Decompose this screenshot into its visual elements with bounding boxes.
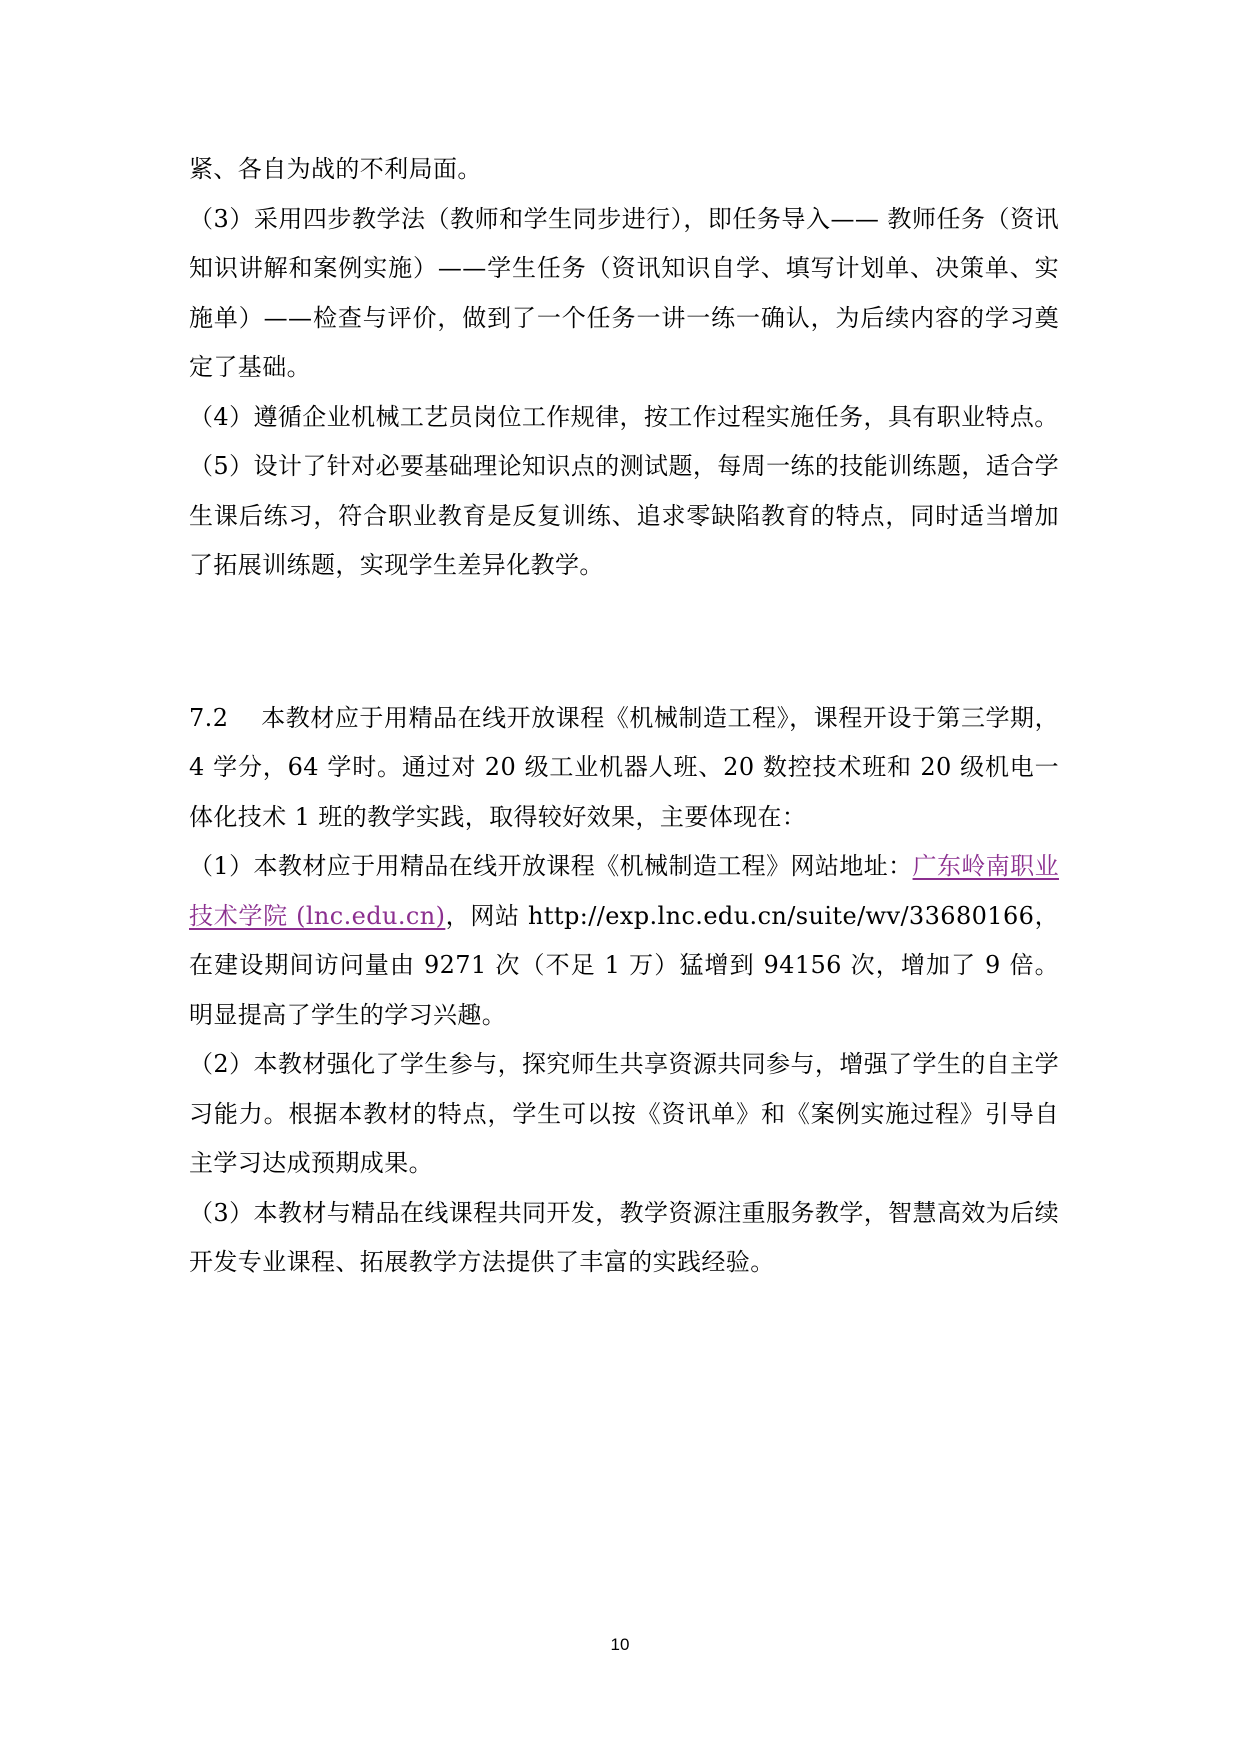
result-item-1-text-after: ，网站 http://exp.lnc.edu.cn/suite/wv/33680166，在建设期间访问量由 9271 次（不足 1 万）猛增到 94156 次，增加了 9 倍。明显提高了学生的学习兴趣。 [189, 901, 1059, 1029]
section-gap [189, 591, 1059, 694]
result-item-1 [189, 842, 1059, 1040]
section-7-2-intro: 7.2 本教材应于用精品在线开放课程《机械制造工程》，课程开设于第三学期，4 学分，64 学时。通过对 20 级工业机器人班、20 数控技术班和 20 级机电一体化技术 1 班的教学实践，取得较好效果，主要体现在： [189, 703, 1059, 831]
document-body [189, 145, 1059, 1288]
college-website-link[interactable]: 广东岭南职业技术学院 (lnc.edu.cn) [189, 852, 1059, 930]
paragraph-item-4: （4）遵循企业机械工艺员岗位工作规律，按工作过程实施任务，具有职业特点。 [189, 402, 1059, 431]
result-item-1-text-before: （1）本教材应于用精品在线开放课程《机械制造工程》网站地址： [189, 852, 913, 880]
page-number: 10 [610, 1635, 630, 1654]
result-item-3: （3）本教材与精品在线课程共同开发，教学资源注重服务教学，智慧高效为后续开发专业课程、拓展教学方法提供了丰富的实践经验。 [189, 1198, 1059, 1276]
result-item-2: （2）本教材强化了学生参与，探究师生共享资源共同参与，增强了学生的自主学习能力。根据本教材的特点，学生可以按《资讯单》和《案例实施过程》引导自主学习达成预期成果。 [189, 1050, 1059, 1177]
paragraph-item-5: （5）设计了针对必要基础理论知识点的测试题，每周一练的技能训练题，适合学生课后练习，符合职业教育是反复训练、追求零缺陷教育的特点，同时适当增加了拓展训练题，实现学生差异化教学。 [189, 452, 1059, 579]
paragraph-continuation: 紧、各自为战的不利局面。 [189, 155, 482, 183]
paragraph-item-3: （3）采用四步教学法（教师和学生同步进行），即任务导入—— 教师任务（资讯知识讲解和案例实施）——学生任务（资讯知识自学、填写计划单、决策单、实施单）——检查与评价，做到了一个任务一讲一练一确认，为后续内容的学习奠定了基础。 [189, 204, 1059, 381]
